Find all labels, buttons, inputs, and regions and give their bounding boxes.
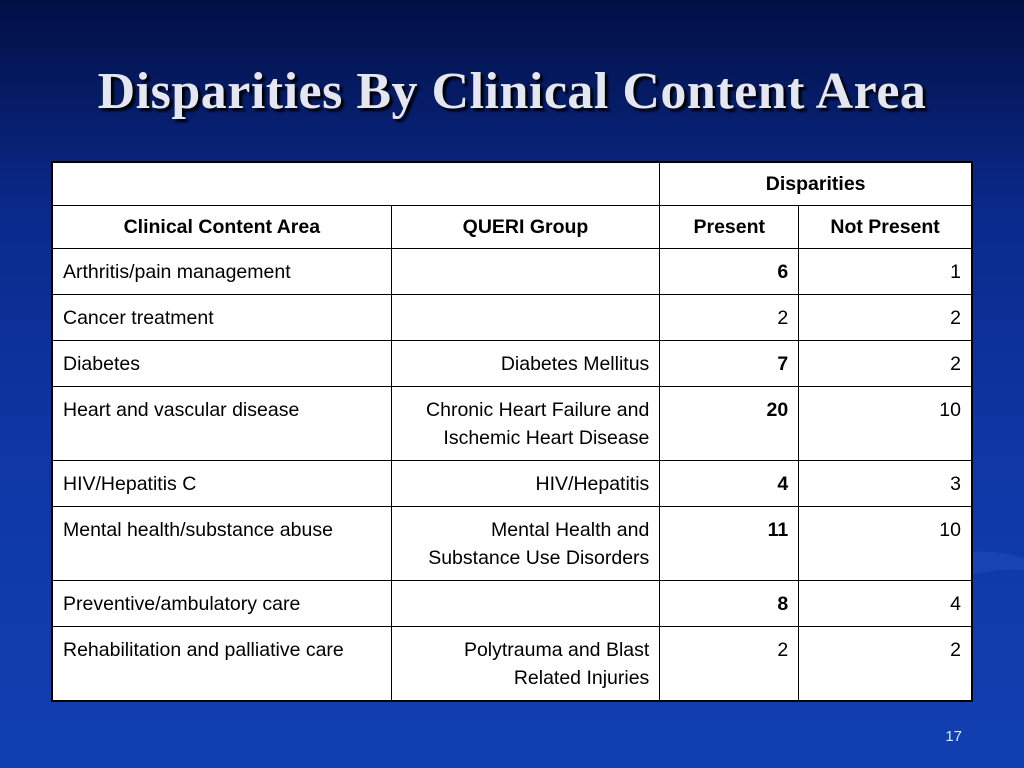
table-row [52,461,972,507]
group-header-row [52,162,972,206]
not-present-count-cell: 4 [799,581,972,627]
not-present-count-cell: 2 [799,627,972,702]
clinical-area-cell: Preventive/ambulatory care [52,581,391,627]
not-present-count-cell: 2 [799,295,972,341]
present-count-cell: 7 [660,341,799,387]
present-count-cell: 2 [660,627,799,702]
table-row [52,507,972,581]
not-present-count-cell: 3 [799,461,972,507]
queri-group-cell [391,581,660,627]
clinical-area-cell: Diabetes [52,341,391,387]
column-header-row [52,206,972,249]
queri-group-cell: HIV/Hepatitis [391,461,660,507]
table-row [52,627,972,702]
table-row [52,341,972,387]
queri-group-cell: Chronic Heart Failure and Ischemic Heart Disease [391,387,660,461]
clinical-area-cell: Cancer treatment [52,295,391,341]
clinical-area-cell: Mental health/substance abuse [52,507,391,581]
queri-group-cell [391,249,660,295]
header-queri-group: QUERI Group [391,206,660,249]
slide-title: Disparities By Clinical Content Area [97,63,927,120]
disparities-group-header: Disparities [660,162,972,206]
queri-group-cell: Diabetes Mellitus [391,341,660,387]
table-row [52,295,972,341]
header-not-present: Not Present [799,206,972,249]
not-present-count-cell: 10 [799,507,972,581]
clinical-area-cell: Heart and vascular disease [52,387,391,461]
queri-group-cell: Polytrauma and Blast Related Injuries [391,627,660,702]
not-present-count-cell: 2 [799,341,972,387]
clinical-area-cell: Arthritis/pain management [52,249,391,295]
not-present-count-cell: 10 [799,387,972,461]
present-count-cell: 4 [660,461,799,507]
present-count-cell: 11 [660,507,799,581]
queri-group-cell [391,295,660,341]
table-row [52,249,972,295]
header-present: Present [660,206,799,249]
present-count-cell: 8 [660,581,799,627]
clinical-area-cell: HIV/Hepatitis C [52,461,391,507]
not-present-count-cell: 1 [799,249,972,295]
clinical-area-cell: Rehabilitation and palliative care [52,627,391,702]
table-row [52,387,972,461]
disparities-table [51,161,973,702]
present-count-cell: 20 [660,387,799,461]
queri-group-cell: Mental Health and Substance Use Disorders [391,507,660,581]
table-row [52,581,972,627]
group-header-spacer-cell [52,162,660,206]
header-clinical-content-area: Clinical Content Area [52,206,391,249]
slide-number: 17 [945,728,962,745]
present-count-cell: 6 [660,249,799,295]
present-count-cell: 2 [660,295,799,341]
